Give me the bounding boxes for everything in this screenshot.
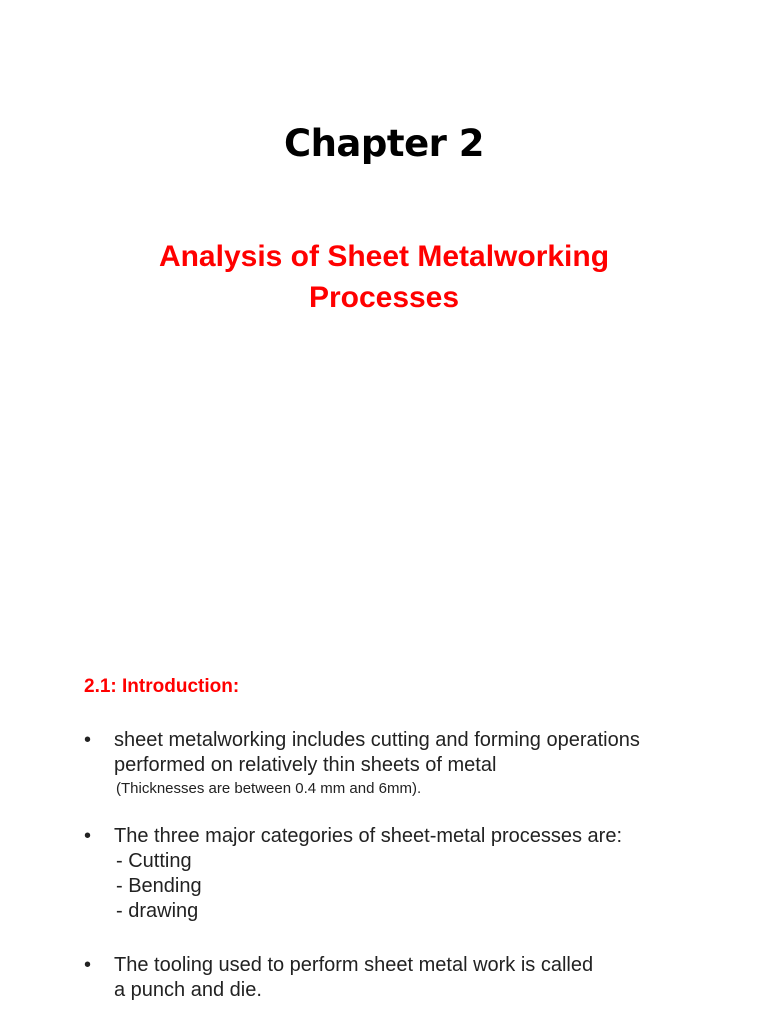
chapter-title-line-2: Processes (308, 281, 460, 314)
bullet-item-tooling (84, 953, 724, 1003)
bullet-text-line: sheet metalworking includes cutting and forming operations (114, 729, 640, 751)
section-heading: 2.1: Introduction: (84, 676, 240, 697)
bullet-body (114, 824, 724, 924)
bullet-marker: • (84, 729, 92, 751)
thickness-note: (Thicknesses are between 0.4 mm and 6mm). (116, 780, 422, 797)
bullet-item-categories (84, 824, 724, 924)
category-item-bending: - Bending (116, 875, 202, 897)
category-item-drawing: - drawing (116, 900, 199, 922)
category-item-cutting: - Cutting (116, 850, 192, 872)
chapter-title-line-1: Analysis of Sheet Metalworking (158, 240, 610, 273)
bullet-body (114, 728, 724, 800)
chapter-title (100, 236, 668, 318)
bullet-text-line: a punch and die. (114, 979, 262, 1001)
bullet-text-line: The tooling used to perform sheet metal work is called (114, 954, 594, 976)
bullet-marker: • (84, 825, 92, 847)
bullet-text-line: The three major categories of sheet-metal processes are: (114, 825, 623, 847)
chapter-heading: Chapter 2 (283, 122, 485, 165)
bullet-item-sheet-metalworking (84, 728, 724, 800)
bullet-marker: • (84, 954, 92, 976)
bullet-text-line: performed on relatively thin sheets of metal (114, 754, 497, 776)
bullet-body (114, 953, 724, 1003)
